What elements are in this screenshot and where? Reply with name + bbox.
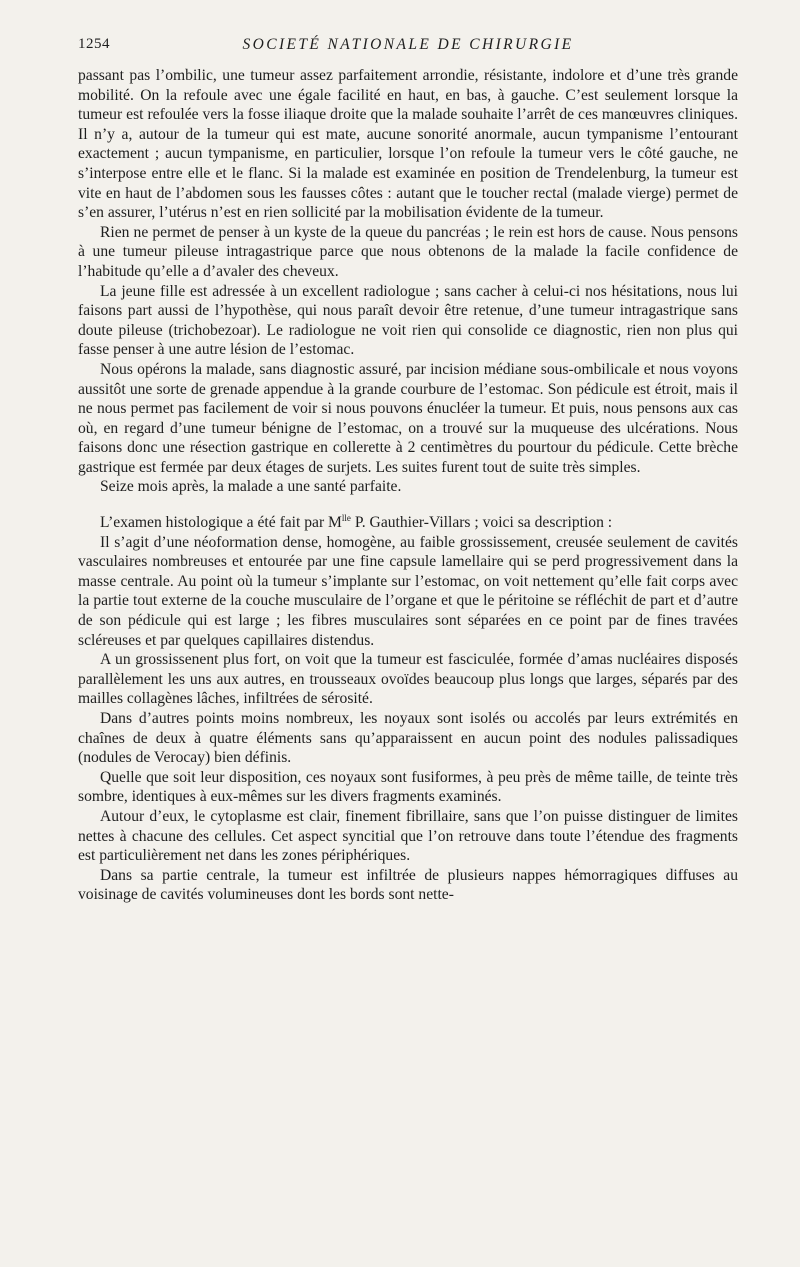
paragraph-histology-intro [78, 513, 738, 533]
paragraph: passant pas l’ombilic, une tumeur assez parfaitement arrondie, résistante, indolore et d’une très grande mobilité. On la refoule avec une égale facilité en haut, en bas, à gauche. C’est seulement lorsque la tumeur est refoulée vers la fosse iliaque droite que la malade souhaite l’arrêt de ces manœuvres cliniques. Il n’y a, autour de la tumeur qui est mate, aucune sonorité anormale, aucun tympanisme l’entourant exactement ; aucun tympanisme, en particulier, lorsque l’on refoule la tumeur vers le côté gauche, ne s’interpose entre elle et le flanc. Si la malade est examinée en position de Trendelenburg, la tumeur est vite en haut de l’abdomen sous les fausses côtes : autant que le toucher rectal (malade vierge) permet de s’en assurer, l’utérus n’est en rien sollicité par la mobilisation évidente de la tumeur. [78, 67, 738, 222]
paragraph: Seize mois après, la malade a une santé parfaite. [100, 478, 402, 496]
histology-intro-rest: P. Gauthier-Villars ; voici sa description : [350, 514, 613, 532]
title-superscript: lle [341, 513, 351, 524]
running-title: SOCIETÉ NATIONALE DE CHIRURGIE [242, 36, 574, 53]
paragraph: A un grossissenent plus fort, on voit que la tumeur est fasciculée, formée d’amas nucléaires disposés parallèlement les uns aux autres, en trousseaux ovoïdes beaucoup plus longs que larges, séparés par des mailles collagènes lâches, infiltrées de sérosité. [78, 651, 738, 708]
page-header [78, 36, 738, 58]
paragraph: Rien ne permet de penser à un kyste de la queue du pancréas ; le rein est hors de cause. Nous pensons à une tumeur pileuse intragastrique parce que nous obtenons de la malade la facile confidence de l’habitude qu’elle a d’avaler des cheveux. [78, 223, 738, 280]
paragraph: La jeune fille est adressée à un excellent radiologue ; sans cacher à celui-ci nos hésitations, nous lui faisons part aussi de l’hypothèse, qui nous paraît devoir être retenue, d’une tumeur intragastrique sans doute pileuse (trichobezoar). Le radiologue ne voit rien qui consolide ce diagnostic, rien non plus qui fasse penser à une autre lésion de l’estomac. [78, 282, 738, 359]
paragraph: Quelle que soit leur disposition, ces noyaux sont fusiformes, à peu près de même taille, de teinte très sombre, identiques à eux-mêmes sur les divers fragments examinés. [78, 768, 738, 806]
paragraph: Nous opérons la malade, sans diagnostic assuré, par incision médiane sous-ombilicale et nous voyons aussitôt une sorte de grenade appendue à la grande courbure de l’estomac. Son pédicule est étroit, mais il ne nous permet pas facilement de voir si nous pouvons énucléer la tumeur. Et puis, nous pensons aux cas où, en regard d’une tumeur bénigne de l’estomac, on a trouvé sur la muqueuse des ulcérations. Nous faisons donc une résection gastrique en collerette à 2 centimètres du pourtour du pédicule. Cette brèche gastrique est fermée par deux étages de surjets. Les suites furent tout de suite très simples. [78, 360, 738, 476]
page-number: 1254 [78, 36, 110, 52]
body-text [78, 66, 738, 905]
paragraph: Autour d’eux, le cytoplasme est clair, finement fibrillaire, sans que l’on puisse distinguer de limites nettes à chacune des cellules. Cet aspect syncitial que l’on retrouve dans toute l’étendue des fragments est particulièrement net dans les zones périphériques. [78, 807, 738, 865]
histology-intro-text: L’examen histologique a été fait par M [100, 514, 342, 532]
paragraph: Dans d’autres points moins nombreux, les noyaux sont isolés ou accolés par leurs extrémités en chaînes de deux à quatre éléments sans qu’apparaissent en aucun point des nodules palissadiques (nodules de Verocay) bien définis. [78, 710, 738, 767]
paragraph: Dans sa partie centrale, la tumeur est infiltrée de plusieurs nappes hémorragiques diffuses au voisinage de cavités volumineuses dont les bords sont nette- [78, 866, 738, 904]
paragraph: Il s’agit d’une néoformation dense, homogène, au faible grossissement, creusée seulement de cavités vasculaires nombreuses et entourée par une fine capsule lamellaire qui se perd progressivement dans la masse centrale. Au point où la tumeur s’implante sur l’estomac, on voit nettement qu’elle fait corps avec la partie tout externe de la couche musculaire de l’organe et que le péritoine se réfléchit de part et d’autre de son pédicule qui est large ; les fibres musculaires sont séparées en ce point par de fines travées scléreuses et par quelques capillaires distendus. [78, 533, 738, 649]
